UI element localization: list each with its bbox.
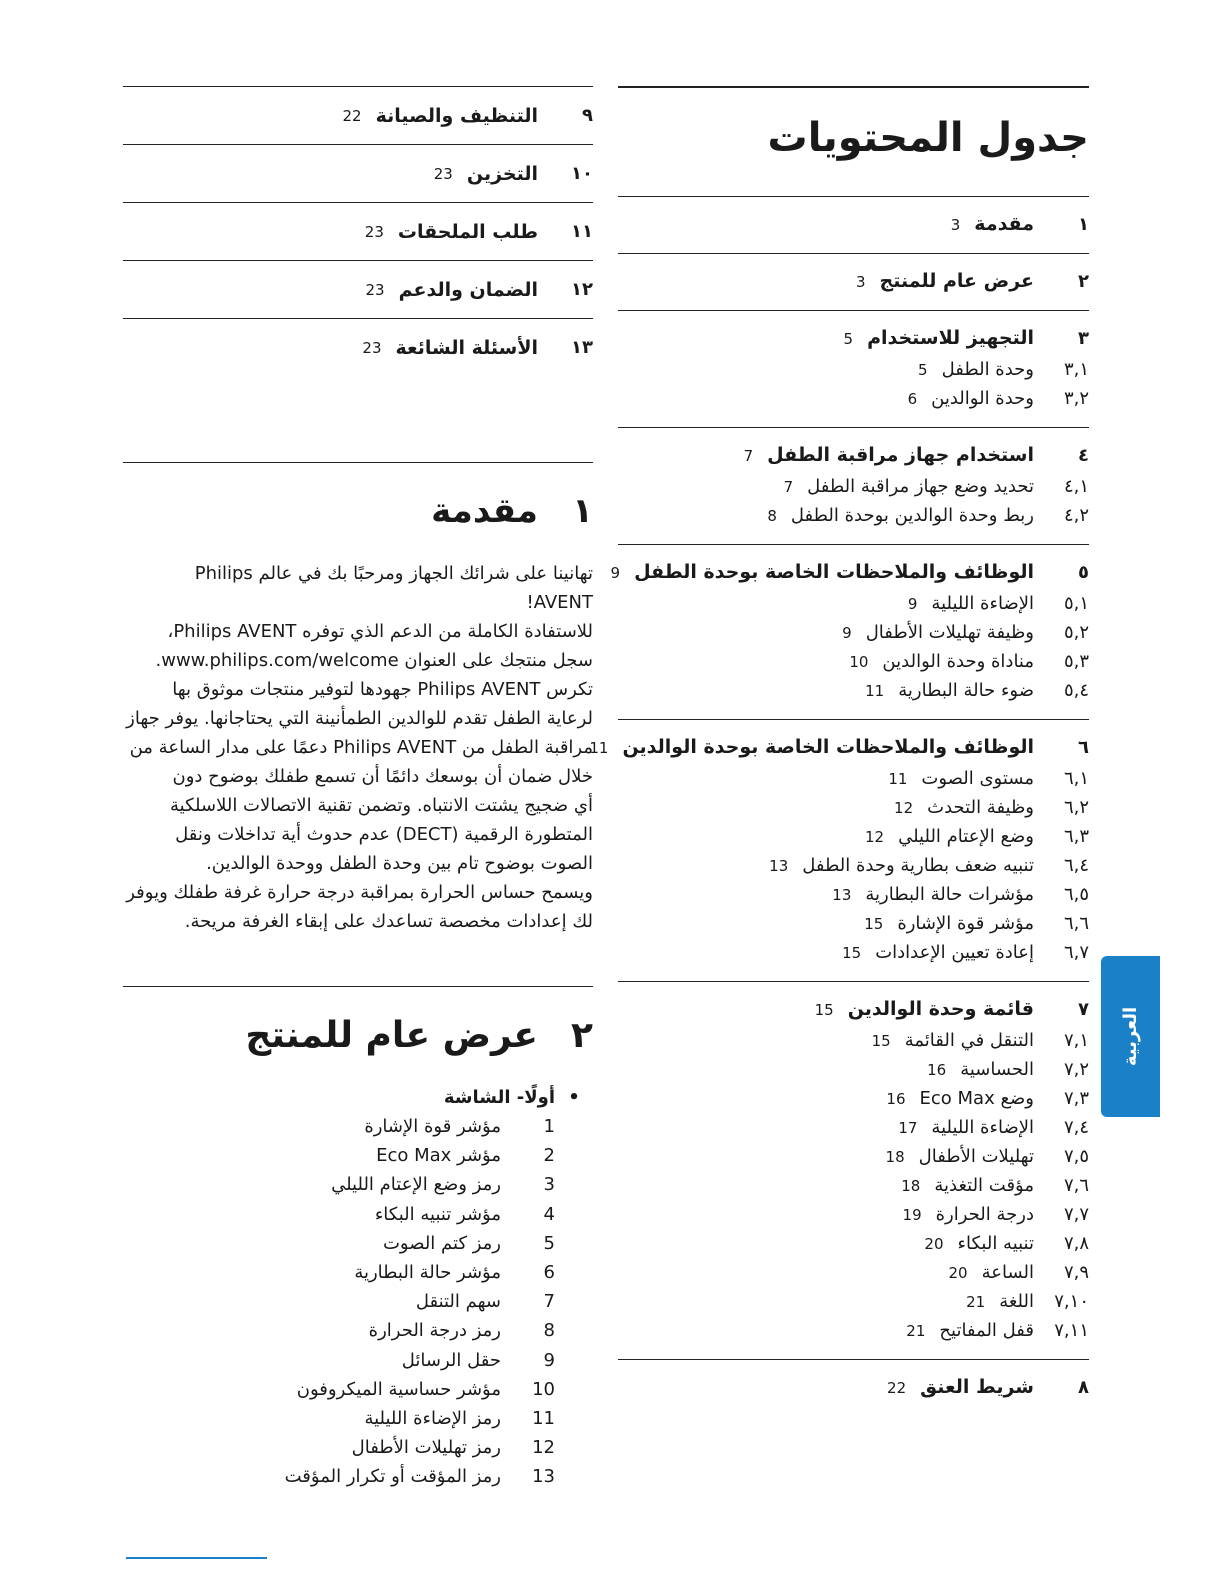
intro-line: الصوت بوضوح تام بين وحدة الطفل ووحدة الوالدين. [206,853,593,874]
page-title: جدول المحتويات [767,115,1089,161]
screen-item-label: رمز درجة الحرارة [368,1320,501,1342]
toc-section [610,544,1089,719]
screen-item-label: رمز وضع الإعتام الليلي [331,1174,501,1196]
toc-entry-title: التجهيز للاستخدام [867,327,1034,349]
screen-item-label: مؤشر تنبيه البكاء [374,1203,501,1225]
screen-item-number: 11 [532,1408,555,1430]
screen-item [123,1462,555,1491]
screen-item [123,1141,555,1170]
screen-item-label: رمز المؤقت أو تكرار المؤقت [284,1466,501,1488]
toc-subentry-number: ٧,١٠ [1054,1291,1089,1312]
toc-subentry-number: ٧,٢ [1063,1059,1089,1080]
intro-line: سجل منتجك على العنوان www.philips.com/welcome. [155,650,593,671]
toc-subentry-number: ٦,٧ [1063,942,1089,963]
screen-item-number: 8 [543,1320,555,1342]
toc-entry[interactable] [618,438,1089,472]
toc-list-continued [123,86,593,376]
toc-entry-page: 23 [364,222,384,241]
toc-subentry[interactable] [618,501,1089,530]
intro-line: تهانينا على شرائك الجهاز ومرحبًا بك في عالم Philips AVENT! [194,563,593,613]
overview-number: ٢ [571,1014,593,1056]
toc-subentry-page: 16 [927,1061,947,1079]
intro-title: مقدمة [431,491,538,531]
screen-item-label: رمز كتم الصوت [382,1232,501,1254]
overview-title: عرض عام للمنتج [245,1014,538,1056]
toc-subentry-title: وضع الإعتام الليلي [898,826,1034,847]
toc-entry[interactable] [123,144,593,202]
intro-line: لرعاية الطفل تقدم للوالدين الطمأنينة التي يحتاجانها. يوفر جهاز [126,708,593,729]
toc-subentry-number: ٦,٤ [1063,855,1089,876]
toc-entry-number: ١٠ [571,163,593,184]
toc-entry[interactable] [618,992,1089,1026]
toc-subentry[interactable] [618,472,1089,501]
toc-subentry[interactable] [618,355,1089,384]
toc-subentry[interactable] [618,1026,1089,1055]
toc-section [618,1359,1089,1416]
toc-subentry[interactable] [618,880,1089,909]
toc-subentry-page: 6 [907,390,918,408]
toc-subentry-title: مؤشرات حالة البطارية [865,884,1034,905]
screen-item-number: 10 [532,1378,555,1400]
toc-subentry-title: وحدة الوالدين [931,388,1034,409]
toc-subentry-page: 5 [918,361,928,379]
toc-entry-page: 3 [855,273,866,291]
toc-entry-title: الضمان والدعم [398,278,538,301]
toc-entry[interactable] [589,730,1089,764]
screen-item [123,1404,555,1433]
toc-entry[interactable] [123,318,593,376]
toc-subentry-page: 9 [907,595,918,613]
toc-subentry-page: 11 [888,770,908,788]
language-tab[interactable] [1101,956,1160,1117]
toc-entry-number: ٣ [1078,328,1089,349]
toc-subentry-title: تنبيه البكاء [957,1233,1034,1254]
intro-line: تكرس Philips AVENT جهودها لتوفير منتجات موثوق بها [172,679,593,700]
toc-subentry-page: 21 [906,1322,926,1340]
toc-entry-title: عرض عام للمنتج [879,270,1034,292]
toc-entry-title: التنظيف والصيانة [375,104,538,127]
toc-subentry-page: 19 [902,1206,922,1224]
toc-entry-page: 15 [814,1001,834,1019]
toc-subentry[interactable] [618,589,1089,618]
screen-item-label: سهم التنقل [415,1291,501,1313]
left-column [123,86,593,1492]
toc-entry-title: مقدمة [974,213,1034,235]
intro-line: أي ضجيج يشتت الانتباه. وتضمن تقنية الاتصالات اللاسلكية [170,795,593,816]
toc-subentry-number: ٧,٦ [1063,1175,1089,1196]
toc-subentry-title: وظيفة تهليلات الأطفال [865,622,1034,643]
screen-item-number: 5 [543,1232,555,1254]
toc-subentry-title: تنبيه ضعف بطارية وحدة الطفل [802,855,1034,876]
toc-subentry[interactable] [618,1055,1089,1084]
toc-subentry-title: مناداة وحدة الوالدين [882,651,1034,672]
toc-subentry[interactable] [618,793,1089,822]
toc-subentry-number: ٥,٣ [1063,651,1089,672]
toc-entry[interactable] [618,264,1089,298]
intro-heading [123,463,593,559]
toc-subentry[interactable] [618,676,1089,705]
toc-entry-page: 23 [362,338,382,357]
toc-subentry-page: 15 [864,915,884,933]
toc-entry-page: 11 [589,739,609,757]
toc-subentry-title: إعادة تعيين الإعدادات [875,942,1034,963]
intro-number: ١ [572,491,593,531]
toc-subentry[interactable] [618,384,1089,413]
screen-item-label: مؤشر حساسية الميكروفون [296,1378,501,1400]
screen-item [123,1287,555,1316]
toc-entry-number: ٢ [1078,271,1089,292]
toc-section [618,310,1089,427]
toc-subentry-title: الإضاءة الليلية [931,1117,1034,1138]
screen-item-label: مؤشر قوة الإشارة [364,1116,501,1137]
toc-subentry[interactable] [618,1171,1089,1200]
toc-subentry[interactable] [618,938,1089,967]
toc-entry-page: 9 [610,564,621,582]
toc-subentry-title: الإضاءة الليلية [931,593,1034,614]
toc-entry[interactable] [123,86,593,144]
screen-item-number: 4 [543,1203,555,1225]
toc-subentry-title: مؤقت التغذية [934,1175,1034,1196]
toc-subentry-number: ٧,٨ [1063,1233,1089,1254]
intro-line: لك إعدادات مخصصة تساعدك على إبقاء الغرفة مريحة. [184,911,593,932]
toc-subentry-page: 13 [769,857,789,875]
toc-list [589,196,1089,1416]
toc-entry[interactable] [618,321,1089,355]
toc-entry-title: الوظائف والملاحظات الخاصة بوحدة الوالدين [622,736,1034,758]
intro-body [123,559,593,936]
toc-subentry[interactable] [618,618,1089,647]
screen-item-number: 3 [543,1174,555,1196]
toc-subentry-page: 21 [966,1293,986,1311]
screen-subheading [123,1083,593,1112]
toc-entry[interactable] [123,260,593,318]
toc-right-column [589,86,1089,1416]
toc-entry-page: 22 [887,1379,907,1397]
toc-subentry[interactable] [618,1287,1089,1316]
toc-subentry-page: 10 [849,653,869,671]
intro-line: المتطورة الرقمية (DECT) عدم حدوث أية تداخلات ونقل [175,824,593,845]
toc-subentry-page: 12 [894,799,914,817]
toc-subentry-page: 17 [898,1119,918,1137]
toc-subentry[interactable] [618,1316,1089,1345]
toc-subentry-page: 18 [901,1177,921,1195]
toc-entry-number: ١ [1078,214,1089,235]
toc-subentry-title: وظيفة التحدث [927,797,1034,818]
screen-item-label: رمز تهليلات الأطفال [351,1437,501,1459]
bullet: • [568,1087,580,1108]
top-rule [618,86,1089,88]
toc-entry[interactable] [123,202,593,260]
toc-subentry-number: ٦,٢ [1063,797,1089,818]
toc-entry-number: ١١ [571,221,593,242]
toc-subentry-title: مؤشر قوة الإشارة [897,913,1034,934]
toc-entry-title: الأسئلة الشائعة [395,336,538,359]
intro-line: للاستفادة الكاملة من الدعم الذي توفره Philips AVENT، [167,621,593,642]
screen-items-list [123,1112,593,1492]
toc-entry-title: استخدام جهاز مراقبة الطفل [767,444,1034,466]
screen-item-number: 9 [543,1349,555,1371]
toc-subentry-number: ٥,٤ [1063,680,1089,701]
screen-item [123,1112,555,1141]
screen-item-number: 7 [543,1291,555,1313]
toc-subentry-number: ٧,٣ [1063,1088,1089,1109]
screen-item [123,1316,555,1345]
toc-subentry-page: 13 [832,886,852,904]
toc-subentry-page: 20 [948,1264,968,1282]
screen-item [123,1229,555,1258]
toc-entry-page: 22 [342,106,362,125]
toc-subentry-title: تحديد وضع جهاز مراقبة الطفل [807,476,1034,497]
toc-subentry-page: 12 [865,828,885,846]
toc-subentry[interactable] [618,764,1089,793]
toc-subentry-title: مستوى الصوت [921,768,1034,789]
toc-subentry-number: ٤,١ [1063,476,1089,497]
toc-subentry-title: وضع Eco Max [919,1088,1034,1109]
toc-section [618,253,1089,310]
screen-item [123,1258,555,1287]
screen-item [123,1200,555,1229]
toc-subentry-page: 20 [924,1235,944,1253]
toc-entry-page: 3 [950,216,961,234]
intro-line: خلال ضمان أن بوسعك دائمًا أن تسمع طفلك بوضوح دون [172,766,593,787]
toc-entry-title: الوظائف والملاحظات الخاصة بوحدة الطفل [634,561,1034,583]
toc-subentry-title: التنقل في القائمة [904,1030,1034,1051]
toc-entry[interactable] [610,555,1089,589]
footer-accent-line [126,1557,267,1559]
toc-subentry-title: ربط وحدة الوالدين بوحدة الطفل [790,505,1034,526]
toc-entry-page: 5 [843,330,854,348]
screen-item-label: مؤشر حالة البطارية [354,1262,501,1284]
intro-line: ويسمح حساس الحرارة بمراقبة درجة حرارة غرفة طفلك ويوفر [126,882,593,903]
toc-subentry-number: ٧,٧ [1063,1204,1089,1225]
toc-subentry[interactable] [618,1113,1089,1142]
toc-entry-number: ١٢ [571,279,593,300]
screen-item-number: 2 [543,1145,555,1167]
toc-subentry-title: الساعة [981,1262,1034,1283]
toc-subentry-page: 15 [842,944,862,962]
screen-subheading-text: أولًا- الشاشة [443,1087,555,1108]
toc-section [589,719,1089,981]
toc-subentry-page: 15 [871,1032,891,1050]
toc-subentry-number: ٧,٩ [1063,1262,1089,1283]
toc-subentry[interactable] [618,851,1089,880]
toc-entry-number: ٦ [1078,737,1089,758]
screen-item-label: رمز الإضاءة الليلية [364,1408,501,1430]
toc-entry-number: ٨ [1078,1377,1089,1398]
toc-subentry[interactable] [618,909,1089,938]
toc-entry-number: ٤ [1078,445,1089,466]
toc-entry[interactable] [618,1370,1089,1404]
toc-subentry[interactable] [618,1142,1089,1171]
screen-item-label: مؤشر Eco Max [376,1145,501,1167]
toc-subentry-number: ٧,١ [1063,1030,1089,1051]
toc-entry-page: 23 [433,164,453,183]
toc-subentry-number: ٦,٣ [1063,826,1089,847]
toc-subentry-number: ٣,٢ [1063,388,1089,409]
toc-subentry[interactable] [618,647,1089,676]
toc-subentry-title: وحدة الطفل [941,359,1034,380]
toc-subentry-page: 16 [886,1090,906,1108]
toc-subentry-number: ٧,١١ [1054,1320,1089,1341]
toc-entry-title: قائمة وحدة الوالدين [847,998,1034,1020]
toc-subentry-title: تهليلات الأطفال [918,1146,1034,1167]
screen-item-number: 13 [532,1466,555,1488]
toc-subentry-page: 8 [767,507,777,525]
toc-subentry[interactable] [618,1200,1089,1229]
toc-entry-page: 7 [743,447,754,465]
toc-entry-number: ١٣ [571,337,593,358]
toc-entry-number: ٥ [1078,562,1089,583]
toc-subentry-number: ٣,١ [1063,359,1089,380]
screen-item-label: حقل الرسائل [401,1349,501,1371]
toc-entry-title: طلب الملحقات [397,220,538,243]
toc-subentry[interactable] [618,1258,1089,1287]
toc-subentry-page: 11 [865,682,885,700]
toc-entry-page: 23 [365,280,385,299]
screen-item-number: 6 [543,1262,555,1284]
toc-entry-title: شريط العنق [920,1376,1034,1398]
toc-section [618,196,1089,253]
toc-subentry-number: ٧,٤ [1063,1117,1089,1138]
toc-subentry[interactable] [618,822,1089,851]
toc-subentry-number: ٤,٢ [1063,505,1089,526]
screen-item-number: 12 [532,1437,555,1459]
toc-subentry-page: 18 [885,1148,905,1166]
toc-subentry-number: ٦,١ [1063,768,1089,789]
toc-section [618,427,1089,544]
overview-heading [123,987,593,1083]
toc-entry-number: ٩ [582,105,593,126]
toc-subentry-page: 9 [842,624,852,642]
toc-subentry-number: ٧,٥ [1063,1146,1089,1167]
toc-subentry-number: ٦,٦ [1063,913,1089,934]
screen-item [123,1346,555,1375]
toc-subentry[interactable] [618,1084,1089,1113]
toc-entry-number: ٧ [1078,999,1089,1020]
screen-item-number: 1 [543,1116,555,1137]
screen-item [123,1433,555,1462]
toc-subentry-title: الحساسية [960,1059,1034,1080]
toc-subentry-page: 7 [783,478,794,496]
toc-subentry-number: ٦,٥ [1063,884,1089,905]
toc-subentry-number: ٥,٢ [1063,622,1089,643]
toc-entry-title: التخزين [466,162,538,185]
intro-line: مراقبة الطفل من Philips AVENT دعمًا على مدار الساعة من [129,737,593,758]
toc-subentry-title: اللغة [999,1291,1034,1312]
toc-subentry-title: درجة الحرارة [935,1204,1034,1225]
screen-item [123,1375,555,1404]
toc-entry[interactable] [618,207,1089,241]
screen-item [123,1170,555,1199]
toc-subentry-title: قفل المفاتيح [939,1320,1034,1341]
toc-section [618,981,1089,1359]
language-tab-label: العربية [1120,1006,1141,1067]
toc-subentry-number: ٥,١ [1063,593,1089,614]
toc-subentry[interactable] [618,1229,1089,1258]
toc-subentry-title: ضوء حالة البطارية [898,680,1034,701]
